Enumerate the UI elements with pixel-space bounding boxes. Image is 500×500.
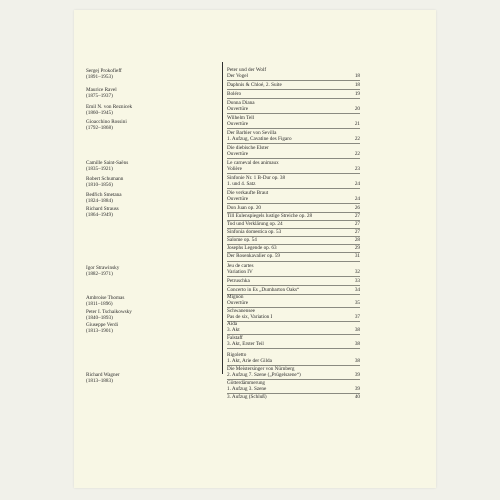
entry-title: Petruschka — [227, 278, 250, 284]
entry-title: 3. Aufzug (Schluß) — [227, 394, 267, 400]
composer — [86, 119, 216, 132]
entry-title: Boléro — [227, 91, 242, 97]
composer-dates: (1860–1945) — [86, 110, 113, 117]
entry-rule — [227, 128, 360, 129]
entry-subtitle: Volière — [227, 166, 242, 173]
composer-dates: (1875–1937) — [86, 93, 113, 100]
composer — [86, 295, 216, 308]
entry-page: 19 — [354, 91, 360, 97]
toc-entry — [227, 175, 360, 187]
toc-entry — [227, 145, 360, 157]
entry-rule — [227, 188, 360, 189]
entry-rule — [227, 285, 360, 286]
entry-page: 38 — [354, 327, 360, 334]
entry-title: Tod und Verklärung op. 24 — [227, 221, 283, 227]
toc-entry — [227, 115, 360, 127]
composer — [86, 176, 216, 189]
entry-page: 40 — [354, 394, 360, 400]
entry-page: 27 — [354, 213, 360, 219]
composer-name: Igor Strawinsky — [86, 265, 120, 271]
entry-title: Die Meistersinger von Nürnberg — [227, 366, 295, 372]
entry-subtitle: 1. und 4. Satz — [227, 181, 256, 188]
entry-rule — [227, 143, 360, 144]
entry-title: Sinfonie Nr. 1 B-Dur op. 38 — [227, 175, 286, 181]
entry-page: 34 — [354, 287, 360, 293]
toc-entry — [227, 130, 360, 142]
composer — [86, 160, 216, 173]
entry-subtitle: Ouvertüre — [227, 151, 249, 158]
composer — [86, 68, 216, 81]
toc-entry — [227, 394, 360, 400]
entry-subtitle: Ouvertüre — [227, 121, 249, 128]
composer-dates: (1813–1901) — [86, 328, 113, 335]
composer-name: Sergej Prokofieff — [86, 68, 122, 74]
column-divider — [222, 62, 223, 374]
toc-entry — [227, 221, 360, 227]
entry-title: Der Rosenkavalier op. 59 — [227, 253, 281, 259]
toc-entry — [227, 91, 360, 97]
entry-page: 35 — [354, 300, 360, 307]
composer-name: Bedřich Smetana — [86, 192, 122, 198]
composer-name: Ambroise Thomas — [86, 295, 125, 301]
composer-dates: (1882–1971) — [86, 271, 113, 278]
composer — [86, 265, 216, 278]
entry-subtitle: Ouvertüre — [227, 196, 249, 203]
composer-dates: (1811–1896) — [86, 301, 113, 308]
toc-entry — [227, 213, 360, 219]
composer-dates: (1835–1921) — [86, 166, 113, 173]
composer — [86, 372, 216, 385]
entry-page: 29 — [354, 245, 360, 251]
entry-title: Till Eulenspiegels lustige Streiche op. 28 — [227, 213, 313, 219]
toc-entry — [227, 100, 360, 112]
entry-rule — [227, 276, 360, 277]
entry-title: Der Barbier von Sevilla — [227, 130, 277, 136]
toc-entry — [227, 67, 360, 79]
entry-title: Falstaff — [227, 335, 243, 341]
toc-entry — [227, 380, 360, 392]
entry-page: 23 — [354, 166, 360, 173]
entry-rule — [227, 261, 360, 262]
entry-title: Daphnis & Chloé, 2. Suite — [227, 82, 282, 88]
toc-entry — [227, 205, 360, 211]
composer-name: Gioacchino Rossini — [86, 119, 127, 125]
toc-entry — [227, 352, 360, 364]
entry-page: 38 — [354, 358, 360, 365]
entry-title: Wilhelm Tell — [227, 115, 255, 121]
entry-page: 24 — [354, 196, 360, 203]
entry-page: 33 — [354, 278, 360, 284]
entry-subtitle: 1. Aufzug, Cavatine des Figaro — [227, 136, 292, 143]
composer-dates: (1840–1893) — [86, 315, 113, 322]
entry-title: Rigoletto — [227, 352, 247, 358]
entry-subtitle: 1. Aufzug 3. Szene — [227, 386, 267, 393]
composer-dates: (1792–1868) — [86, 125, 113, 132]
composer-dates: (1813–1883) — [86, 378, 113, 385]
entry-page: 26 — [354, 205, 360, 211]
composer-name: Giuseppe Verdi — [86, 322, 119, 328]
entry-rule — [227, 348, 360, 349]
composer-dates: (1810–1856) — [86, 182, 113, 189]
composer — [86, 322, 216, 335]
entry-title: Concerto in Es „Dumbarton Oaks“ — [227, 287, 300, 293]
composer-dates: (1891–1953) — [86, 74, 113, 81]
composer-name: Camille Saint-Saëns — [86, 160, 129, 166]
composer-name: Peter I. Tschaikowsky — [86, 309, 132, 315]
toc-entry — [227, 287, 360, 293]
composer-name: Maurice Ravel — [86, 87, 117, 93]
entry-subtitle: Der Vogel — [227, 73, 248, 80]
composer — [86, 206, 216, 219]
entry-subtitle: 3. Akt, Erster Teil — [227, 341, 264, 348]
entry-page: 20 — [354, 106, 360, 113]
entry-subtitle: 3. Akt — [227, 327, 240, 334]
toc-entry — [227, 308, 360, 320]
toc-entry — [227, 237, 360, 243]
entry-title: Peter und der Wolf — [227, 67, 267, 73]
entry-page: 27 — [354, 221, 360, 227]
entry-title: Die verkaufte Braut — [227, 190, 269, 196]
entry-title: Aida — [227, 321, 238, 327]
entry-page: 31 — [354, 253, 360, 259]
entry-page: 22 — [354, 151, 360, 158]
entry-page: 39 — [354, 386, 360, 393]
entry-title: Schwanensee — [227, 308, 255, 314]
entry-title: Die diebische Elster — [227, 145, 269, 151]
entry-title: Don Juan op. 20 — [227, 205, 262, 211]
entry-page: 18 — [354, 73, 360, 80]
composer-name: Richard Wagner — [86, 372, 120, 378]
entry-subtitle: Variation IV — [227, 269, 253, 276]
composer — [86, 87, 216, 100]
toc-entry — [227, 160, 360, 172]
toc-entry — [227, 366, 360, 378]
entry-page: 38 — [354, 341, 360, 348]
entry-page: 18 — [354, 82, 360, 88]
entry-title: Donna Diana — [227, 100, 255, 106]
entry-rule — [227, 173, 360, 174]
composer-dates: (1864–1949) — [86, 212, 113, 219]
entry-title: Le carneval des animaux — [227, 160, 279, 166]
entry-rule — [227, 98, 360, 99]
entry-page: 32 — [354, 269, 360, 276]
entry-subtitle: 1. Akt, Arie der Gilda — [227, 358, 272, 365]
entry-rule — [227, 203, 360, 204]
entry-subtitle: 2. Aufzug 7. Szene („Prügelszene“) — [227, 372, 301, 379]
entry-rule — [227, 89, 360, 90]
toc-entry — [227, 335, 360, 347]
entry-page: 39 — [354, 372, 360, 379]
entry-title: Sinfonia domestica op. 53 — [227, 229, 282, 235]
entry-rule — [227, 113, 360, 114]
entry-subtitle: Pas de six, Variation I — [227, 314, 273, 321]
entry-title: Jeu de cartes — [227, 263, 254, 269]
composer-dates: (1824–1884) — [86, 198, 113, 205]
toc-entry — [227, 253, 360, 259]
entry-title: Salome op. 54 — [227, 237, 257, 243]
toc-entry — [227, 278, 360, 284]
entry-page: 24 — [354, 181, 360, 188]
entry-page: 22 — [354, 136, 360, 143]
composer — [86, 104, 216, 117]
entry-page: 28 — [354, 237, 360, 243]
toc-entry — [227, 245, 360, 251]
toc-entry — [227, 190, 360, 202]
toc-entry — [227, 294, 360, 306]
entry-subtitle: Ouvertüre — [227, 106, 249, 113]
entry-subtitle: Ouvertüre — [227, 300, 249, 307]
entry-title: Götterdämmerung — [227, 380, 266, 386]
entry-page: 27 — [354, 229, 360, 235]
toc-entry — [227, 229, 360, 235]
toc-entry — [227, 263, 360, 275]
entry-page: 37 — [354, 314, 360, 321]
entry-page: 21 — [354, 121, 360, 128]
entry-title: Mignon — [227, 294, 244, 300]
entry-title: Josephs Legende op. 63 — [227, 245, 277, 251]
composer — [86, 192, 216, 205]
composer-name: Emil N. von Reznicek — [86, 104, 133, 110]
toc-entry — [227, 321, 360, 333]
entry-rule — [227, 80, 360, 81]
composer-name: Richard Strauss — [86, 206, 119, 212]
entry-rule — [227, 158, 360, 159]
composer-name: Robert Schumann — [86, 176, 124, 182]
composer — [86, 309, 216, 322]
toc-entry — [227, 82, 360, 88]
